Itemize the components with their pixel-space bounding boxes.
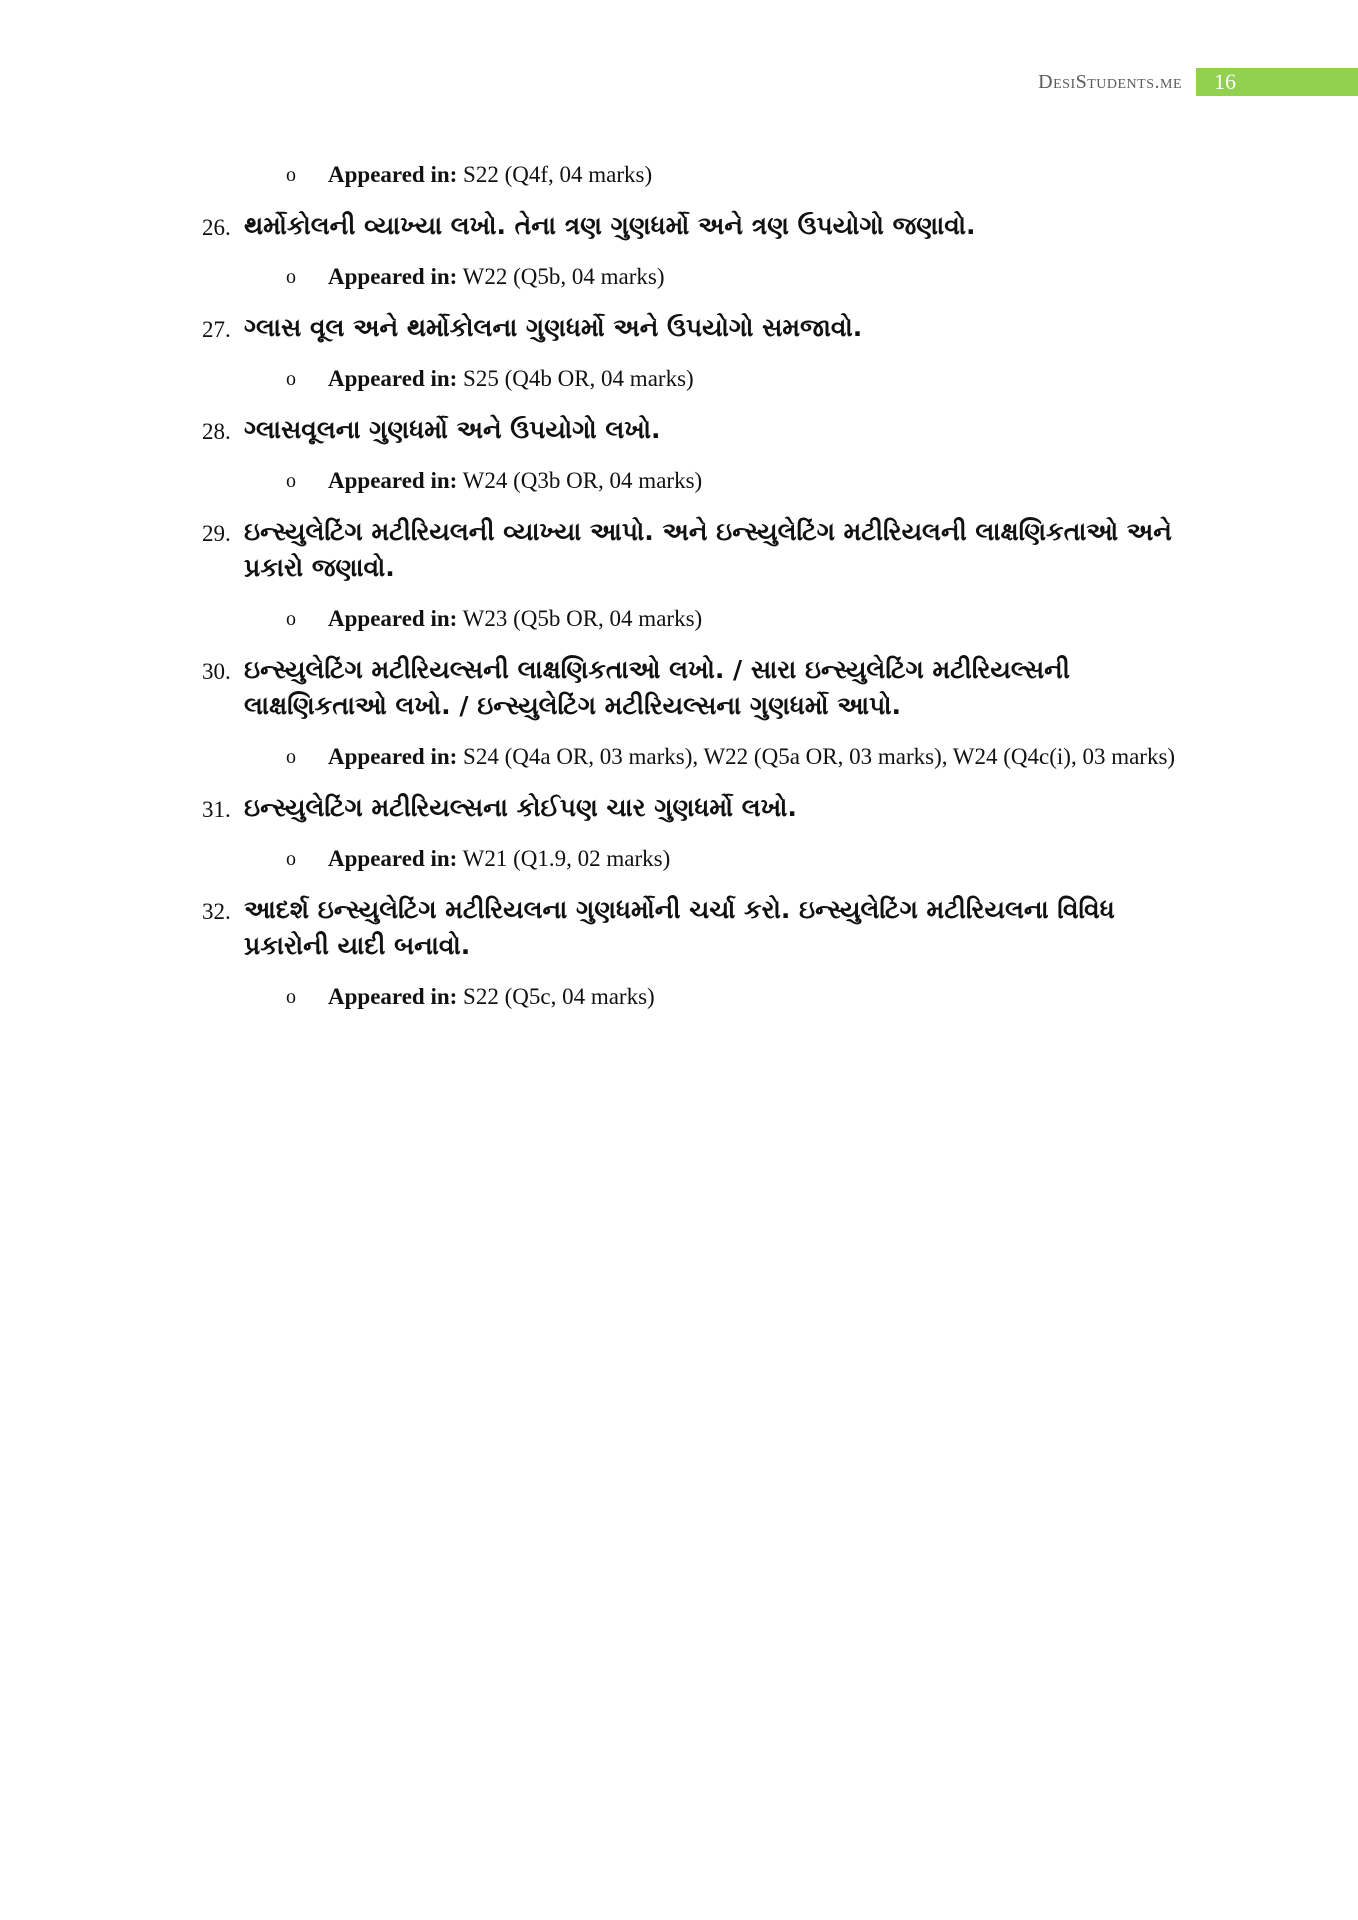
appeared-in-value: S24 (Q4a OR, 03 marks), W22 (Q5a OR, 03 marks), W24 (Q4c(i), 03 marks) — [457, 744, 1176, 769]
page-number: 16 — [1196, 68, 1358, 96]
bullet-icon: o — [286, 746, 296, 768]
bullet-icon: o — [286, 164, 296, 186]
question-item — [200, 310, 1190, 346]
question-number: 32. — [202, 899, 231, 924]
question-item — [200, 790, 1190, 826]
bullet-icon: o — [286, 608, 296, 630]
appeared-in-item — [200, 982, 1190, 1012]
appeared-in-item — [200, 844, 1190, 874]
bullet-icon: o — [286, 986, 296, 1008]
question-number: 30. — [202, 659, 231, 684]
appeared-in-value: S22 (Q4f, 04 marks) — [457, 162, 653, 187]
appeared-in-value: S25 (Q4b OR, 04 marks) — [457, 366, 694, 391]
appeared-in-value: W23 (Q5b OR, 04 marks) — [457, 606, 703, 631]
question-number: 29. — [202, 521, 231, 546]
question-list — [200, 160, 1190, 1030]
appeared-in-item — [200, 160, 1190, 190]
appeared-in-value: S22 (Q5c, 04 marks) — [457, 984, 655, 1009]
appeared-in-label: Appeared in: — [328, 366, 458, 391]
question-text: ગ્લાસ વૂલ અને થર્મોકોલના ગુણધર્મો અને ઉપયોગો સમજાવો. — [244, 313, 863, 342]
question-number: 28. — [202, 419, 231, 444]
appeared-in-label: Appeared in: — [328, 606, 458, 631]
question-item — [200, 514, 1190, 586]
bullet-icon: o — [286, 470, 296, 492]
appeared-in-item — [200, 262, 1190, 292]
question-text: થર્મોકોલની વ્યાખ્યા લખો. તેના ત્રણ ગુણધર્મો અને ત્રણ ઉપયોગો જણાવો. — [244, 211, 976, 240]
appeared-in-label: Appeared in: — [328, 264, 458, 289]
appeared-in-value: W24 (Q3b OR, 04 marks) — [457, 468, 703, 493]
appeared-in-label: Appeared in: — [328, 744, 458, 769]
appeared-in-value: W21 (Q1.9, 02 marks) — [457, 846, 671, 871]
appeared-in-label: Appeared in: — [328, 846, 458, 871]
question-text: આદર્શ ઇન્સ્યુલેટિંગ મટીરિયલના ગુણધર્મોની ચર્ચા કરો. ઇન્સ્યુલેટિંગ મટીરિયલના વિવિધ પ્રકારોની યાદી બનાવો. — [244, 895, 1115, 960]
question-item — [200, 208, 1190, 244]
appeared-in-value: W22 (Q5b, 04 marks) — [457, 264, 665, 289]
appeared-in-item — [200, 364, 1190, 394]
appeared-in-item — [200, 466, 1190, 496]
appeared-in-label: Appeared in: — [328, 984, 458, 1009]
question-number: 26. — [202, 215, 231, 240]
question-text: ઇન્સ્યુલેટિંગ મટીરિયલ્સની લાક્ષણિકતાઓ લખો. / સારા ઇન્સ્યુલેટિંગ મટીરિયલ્સની લાક્ષણિકતાઓ લખો. / ઇન્સ્યુલેટિંગ મટીરિયલ્સના ગુણધર્મો આપો. — [244, 655, 1070, 720]
appeared-in-item — [200, 742, 1190, 772]
appeared-in-item — [200, 604, 1190, 634]
site-name: DesiStudents.me — [1038, 70, 1182, 93]
question-item — [200, 412, 1190, 448]
question-text: ઇન્સ્યુલેટિંગ મટીરિયલ્સના કોઈપણ ચાર ગુણધર્મો લખો. — [244, 793, 797, 822]
question-item — [200, 652, 1190, 724]
question-number: 27. — [202, 317, 231, 342]
appeared-in-label: Appeared in: — [328, 468, 458, 493]
question-text: ગ્લાસવૂલના ગુણધર્મો અને ઉપયોગો લખો. — [244, 415, 661, 444]
question-text: ઇન્સ્યુલેટિંગ મટીરિયલની વ્યાખ્યા આપો. અને ઇન્સ્યુલેટિંગ મટીરિયલની લાક્ષણિકતાઓ અને પ્રકારો જણાવો. — [244, 517, 1172, 582]
bullet-icon: o — [286, 266, 296, 288]
question-number: 31. — [202, 797, 231, 822]
bullet-icon: o — [286, 848, 296, 870]
appeared-in-label: Appeared in: — [328, 162, 458, 187]
question-item — [200, 892, 1190, 964]
page-header — [1038, 68, 1358, 96]
bullet-icon: o — [286, 368, 296, 390]
